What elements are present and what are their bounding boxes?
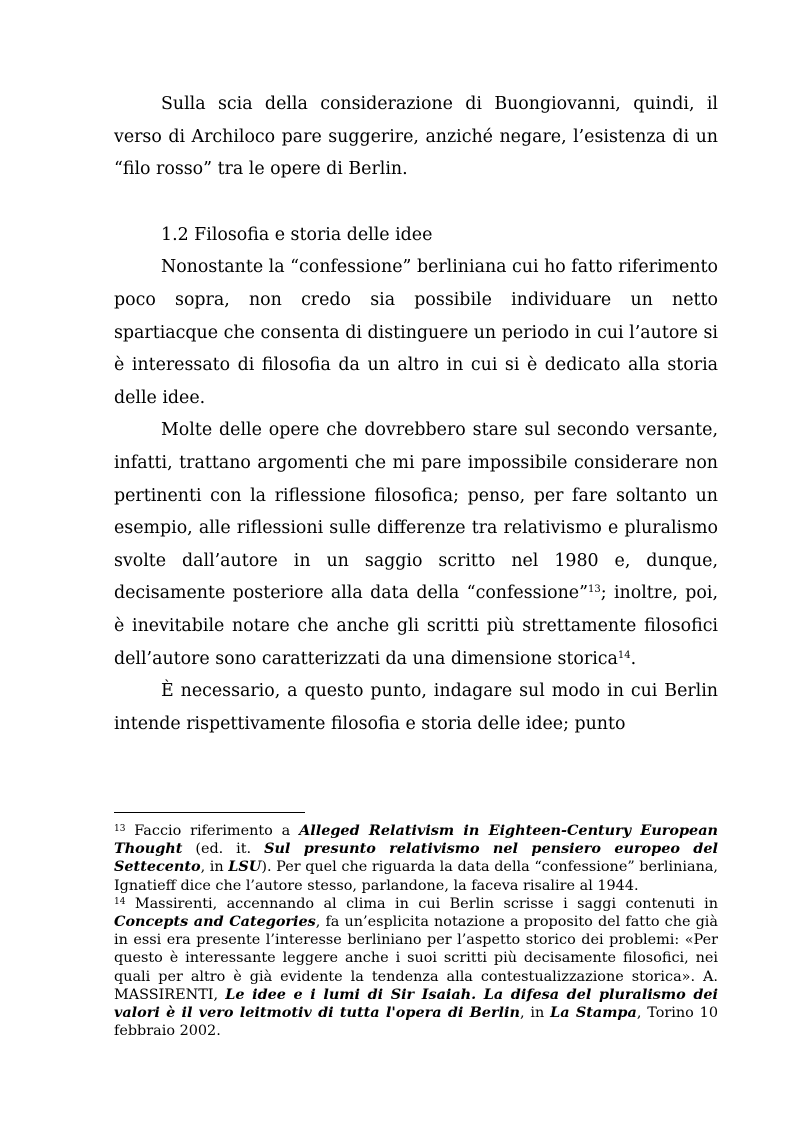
- section-heading: 1.2 Filosofia e storia delle idee: [161, 224, 433, 245]
- footnote-13-text-2: (ed. it.: [182, 841, 265, 858]
- footnote-13-title-1: Alleged Relativism in Eighteen-Century European Thought: [114, 822, 718, 858]
- footnote-ref-13[interactable]: 13: [587, 584, 601, 596]
- footnote-14-text-4: , Torino 10 febbraio 2002.: [114, 1005, 718, 1040]
- footnotes: [114, 822, 718, 1040]
- footnote-13-title-3: LSU: [228, 858, 262, 876]
- footnote-13-number: 13: [114, 824, 126, 834]
- paragraph-4: È necessario, a questo punto, indagare sul modo in cui Berlin intende rispettivamente filosofia e storia delle idee; punto: [114, 681, 718, 734]
- main-text: [114, 88, 718, 740]
- footnote-ref-14[interactable]: 14: [617, 649, 631, 661]
- footnote-14: [114, 895, 718, 1041]
- paragraph-1: Sulla scia della considerazione di Buongiovanni, quindi, il verso di Archiloco pare suggerire, anziché negare, l’esistenza di un “filo rosso” tra le opere di Berlin.: [114, 94, 718, 180]
- footnote-14-title-3: La Stampa: [550, 1004, 637, 1022]
- footnote-separator: [114, 812, 305, 813]
- footnote-14-title-1: Concepts and Categories: [114, 913, 316, 931]
- footnote-13-title-2: Sul presunto relativismo nel pensiero europeo del Settecento: [114, 840, 718, 876]
- footnote-13-text-4: ). Per quel che riguarda la data della “confessione” berliniana, Ignatieff dice che l’autore stesso, parlandone, la faceva risalire al 1944.: [114, 859, 718, 894]
- paragraph-2: Nonostante la “confessione” berliniana cui ho fatto riferimento poco sopra, non credo sia possibile individuare un netto spartiacque che consenta di distinguere un periodo in cui l’autore si è interessato di filosofia da un altro in cui si è dedicato alla storia delle idee.: [114, 257, 718, 408]
- footnote-14-number: 14: [114, 896, 126, 907]
- footnote-14-text-1: Massirenti, accennando al clima in cui Berlin scrisse i saggi contenuti in: [125, 895, 718, 912]
- footnote-13: [114, 822, 718, 895]
- paragraph-3-text-c: .: [630, 648, 637, 669]
- footnote-13-text-1: Faccio riferimento a: [125, 823, 300, 839]
- footnote-14-text-3: , in: [519, 1005, 551, 1022]
- footnote-14-text-2: , fa un’esplicita notazione a proposito del fatto che già in essi era presente l’interesse berliniano per l’aspetto storico dei problemi: «Per questo è interessante leggere anche i suoi scritti più decisamente filosofici, nei quali per altro è già evidente la tendenza alla contestualizzazione storica». A. MASSIRENTI,: [114, 914, 718, 1003]
- paragraph-3-text-b: ; inoltre, poi, è inevitabile notare che anche gli scritti più strettamente filosofici dell’autore sono caratterizzati da una dimensione storica: [114, 583, 718, 669]
- paragraph-3: [114, 414, 718, 675]
- footnote-14-title-2: Le idee e i lumi di Sir Isaiah. La difesa del pluralismo dei valori è il vero leitmotiv di tutta l'opera di Berlin: [114, 985, 719, 1022]
- footnote-13-text-3: , in: [200, 859, 229, 876]
- paragraph-3-text-a: Molte delle opere che dovrebbero stare sul secondo versante, infatti, trattano argomenti che mi pare impossibile considerare non pertinenti con la riflessione filosofica; penso, per fare soltanto un esempio, alle riflessioni sulle differenze tra relativismo e pluralismo svolte dall’autore in un saggio scritto nel 1980 e, dunque, decisamente posteriore alla data della “confessione”: [114, 420, 718, 604]
